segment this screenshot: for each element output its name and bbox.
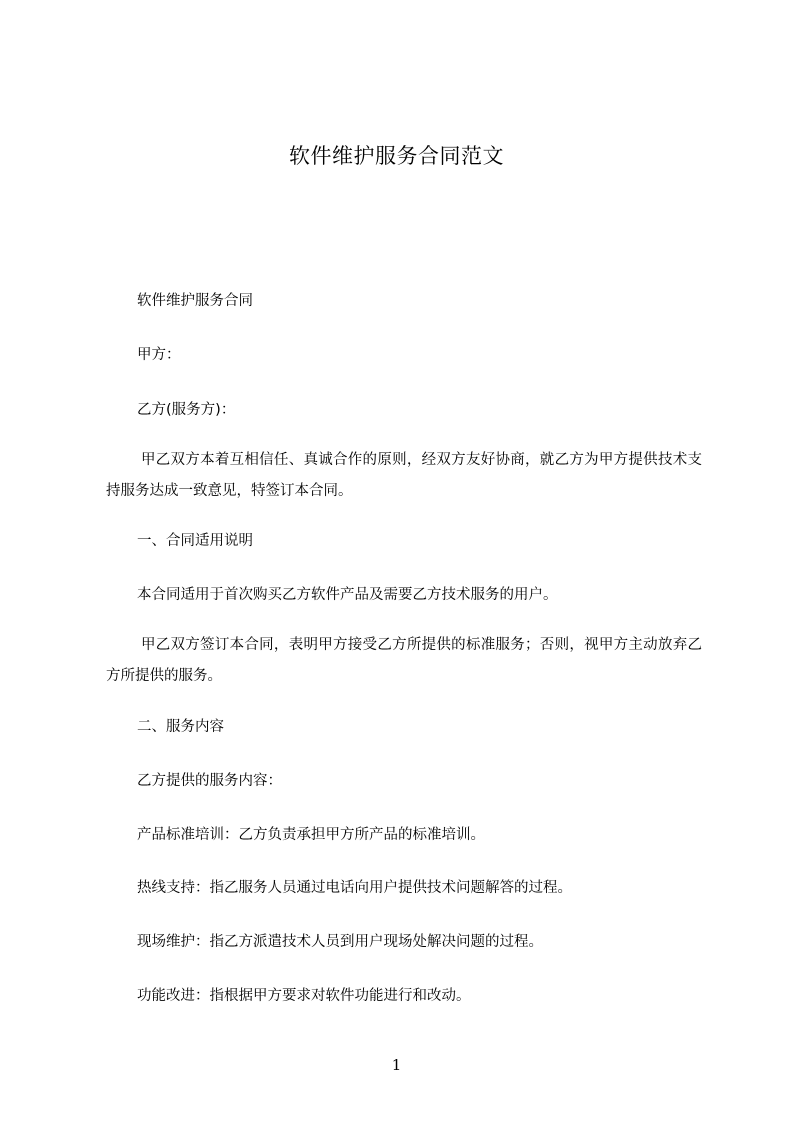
section-heading-1: 一、合同适用说明 [137,533,253,549]
page-number: 1 [391,1056,402,1074]
applicability-paragraph: 本合同适用于首次购买乙方软件产品及需要乙方技术服务的用户。 [137,587,558,603]
party-a-line: 甲方： [137,347,181,363]
party-b-line: 乙方(服务方)： [137,402,236,418]
acceptance-paragraph: 甲乙双方签订本合同，表明甲方接受乙方所提供的标准服务；否则，视甲方主动放弃乙方所提供的服务。 [106,637,702,684]
service-item-improvement: 功能改进：指根据甲方要求对软件功能进行和改动。 [137,988,471,1004]
service-item-training: 产品标准培训：乙方负责承担甲方所产品的标准培训。 [137,827,485,843]
document-title: 软件维护服务合同范文 [289,144,504,168]
intro-paragraph: 甲乙双方本着互相信任、真诚合作的原则，经双方友好协商，就乙方为甲方提供技术支持服务达成一致意见，特签订本合同。 [106,452,702,499]
service-content-intro: 乙方提供的服务内容： [137,773,282,789]
service-item-hotline: 热线支持：指乙服务人员通过电话向用户提供技术问题解答的过程。 [137,880,572,896]
service-item-onsite: 现场维护：指乙方派遣技术人员到用户现场处解决问题的过程。 [137,934,543,950]
section-heading-2: 二、服务内容 [137,719,224,735]
contract-heading: 软件维护服务合同 [137,293,253,309]
